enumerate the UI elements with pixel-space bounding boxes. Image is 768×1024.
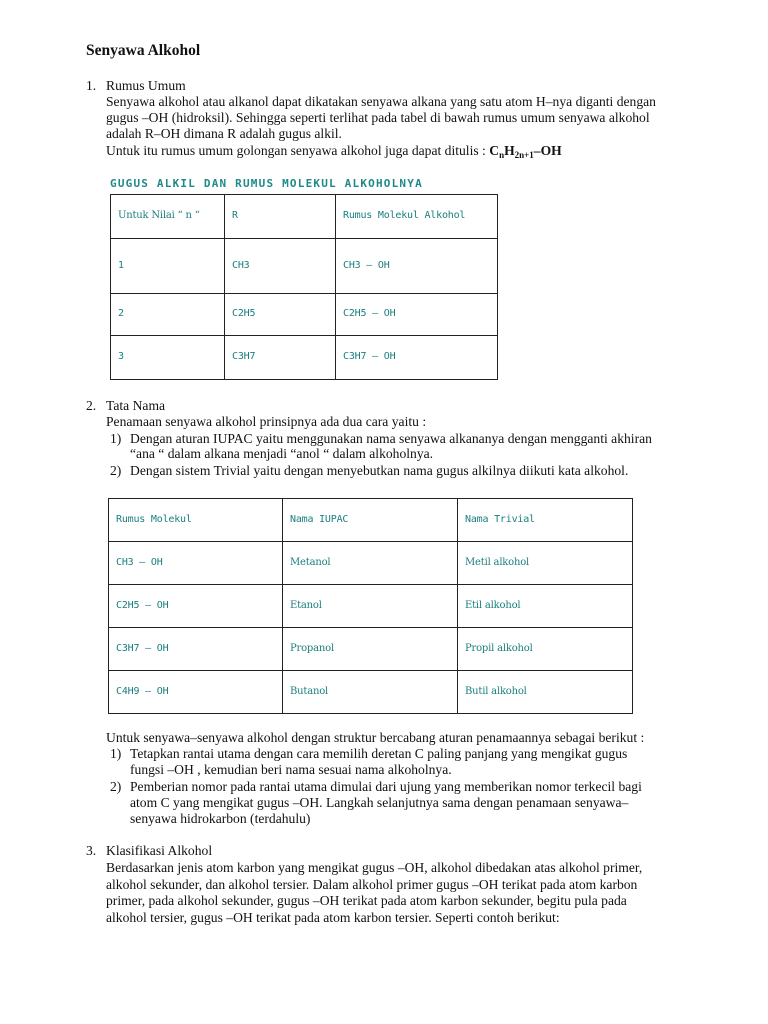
table-cell: C2H5 – OH	[336, 294, 498, 336]
table-cell: Propil alkohol	[458, 628, 633, 671]
table-header-cell: Nama Trivial	[458, 499, 633, 542]
table-cell: 1	[111, 239, 225, 294]
table-header-cell: Rumus Molekul	[109, 499, 283, 542]
section-2-number: 2.	[86, 398, 97, 413]
section-2-intro: Penamaan senyawa alkohol prinsipnya ada dua cara yaitu :	[106, 414, 427, 429]
list-item-number: 2)	[110, 779, 122, 794]
list-item-number: 1)	[110, 746, 122, 761]
formula-oh: –OH	[533, 143, 562, 158]
section-2-heading: Tata Nama	[106, 398, 166, 413]
table-row	[109, 585, 633, 628]
formula-h: H	[504, 143, 515, 158]
section-3-line-2: alkohol sekunder, dan alkohol tersier. Dalam alkohol primer gugus –OH terikat pada atom karbon	[106, 877, 638, 892]
table-cell: C4H9 – OH	[109, 671, 283, 714]
table-cell: Butanol	[283, 671, 458, 714]
table-row	[109, 542, 633, 585]
formula-c: C	[489, 143, 500, 158]
table-cell: CH3 – OH	[109, 542, 283, 585]
table-cell: C3H7	[225, 336, 336, 380]
table-naming	[108, 498, 633, 714]
general-formula	[106, 143, 562, 163]
section-1-line-1: Senyawa alkohol atau alkanol dapat dikatakan senyawa alkana yang satu atom H–nya diganti dengan	[106, 94, 656, 109]
formula-n: n	[499, 150, 505, 160]
table-cell: Metil alkohol	[458, 542, 633, 585]
list-item-number: 2)	[110, 463, 122, 478]
table-cell: C2H5 – OH	[109, 585, 283, 628]
table-1-caption: GUGUS ALKIL DAN RUMUS MOLEKUL ALKOHOLNYA	[110, 177, 423, 190]
table-row	[109, 628, 633, 671]
page-title: Senyawa Alkohol	[86, 42, 201, 59]
table-cell: 2	[111, 294, 225, 336]
section-3-heading: Klasifikasi Alkohol	[106, 843, 213, 858]
list-item-text: “ana “ dalam alkana menjadi “anol “ dalam alkoholnya.	[130, 446, 434, 461]
table-row	[109, 671, 633, 714]
section-3-line-4: alkohol tersier, gugus –OH terikat pada atom karbon tersier. Seperti contoh berikut:	[106, 910, 560, 925]
list-item-text: atom C yang mengikat gugus –OH. Langkah selanjutnya sama dengan penamaan senyawa–	[130, 795, 629, 810]
table-row	[111, 294, 498, 336]
table-alkyl-groups	[110, 194, 498, 380]
list-item-text: fungsi –OH , kemudian beri nama sesuai nama alkoholnya.	[130, 762, 452, 777]
table-cell: Etil alkohol	[458, 585, 633, 628]
list-item-text: Tetapkan rantai utama dengan cara memilih deretan C paling panjang yang mengikat gugus	[130, 746, 628, 761]
table-cell: C2H5	[225, 294, 336, 336]
branch-intro: Untuk senyawa–senyawa alkohol dengan struktur bercabang aturan penamaannya sebagai berikut :	[106, 730, 645, 745]
formula-intro: Untuk itu rumus umum golongan senyawa alkohol juga dapat ditulis :	[106, 143, 490, 158]
section-1-number: 1.	[86, 78, 97, 93]
table-header-cell: Nama IUPAC	[283, 499, 458, 542]
table-header-cell: Rumus Molekul Alkohol	[336, 195, 498, 239]
section-1-heading: Rumus Umum	[106, 78, 186, 93]
list-item-text: senyawa hidrokarbon (terdahulu)	[130, 811, 311, 826]
table-cell: Butil alkohol	[458, 671, 633, 714]
table-header-row	[109, 499, 633, 542]
table-header-cell: Untuk Nilai “ n “	[111, 195, 225, 239]
table-cell: C3H7 – OH	[109, 628, 283, 671]
section-3-number: 3.	[86, 843, 97, 858]
section-1-line-3: adalah R–OH dimana R adalah gugus alkil.	[106, 126, 342, 141]
table-header-cell: R	[225, 195, 336, 239]
table-cell: CH3	[225, 239, 336, 294]
list-item-text: Dengan sistem Trivial yaitu dengan menyebutkan nama gugus alkilnya diikuti kata alkohol.	[130, 463, 629, 478]
table-header-row	[111, 195, 498, 239]
table-cell: Etanol	[283, 585, 458, 628]
table-cell: Metanol	[283, 542, 458, 585]
section-3-line-3: primer, pada alkohol sekunder, gugus –OH terikat pada atom karbon sekunder, begitu pula pada	[106, 893, 627, 908]
list-item-text: Dengan aturan IUPAC yaitu menggunakan nama senyawa alkananya dengan mengganti akhiran	[130, 431, 652, 446]
table-cell: 3	[111, 336, 225, 380]
formula-2n1: 2n+1	[514, 150, 534, 160]
section-1-line-2: gugus –OH (hidroksil). Sehingga seperti terlihat pada tabel di bawah rumus umum senyawa alkohol	[106, 110, 650, 125]
table-row	[111, 239, 498, 294]
section-3-line-1: Berdasarkan jenis atom karbon yang mengikat gugus –OH, alkohol dibedakan atas alkohol primer,	[106, 860, 643, 875]
table-cell: CH3 – OH	[336, 239, 498, 294]
table-cell: Propanol	[283, 628, 458, 671]
table-cell: C3H7 – OH	[336, 336, 498, 380]
list-item-text: Pemberian nomor pada rantai utama dimulai dari ujung yang memberikan nomor terkecil bagi	[130, 779, 642, 794]
table-row	[111, 336, 498, 380]
list-item-number: 1)	[110, 431, 122, 446]
